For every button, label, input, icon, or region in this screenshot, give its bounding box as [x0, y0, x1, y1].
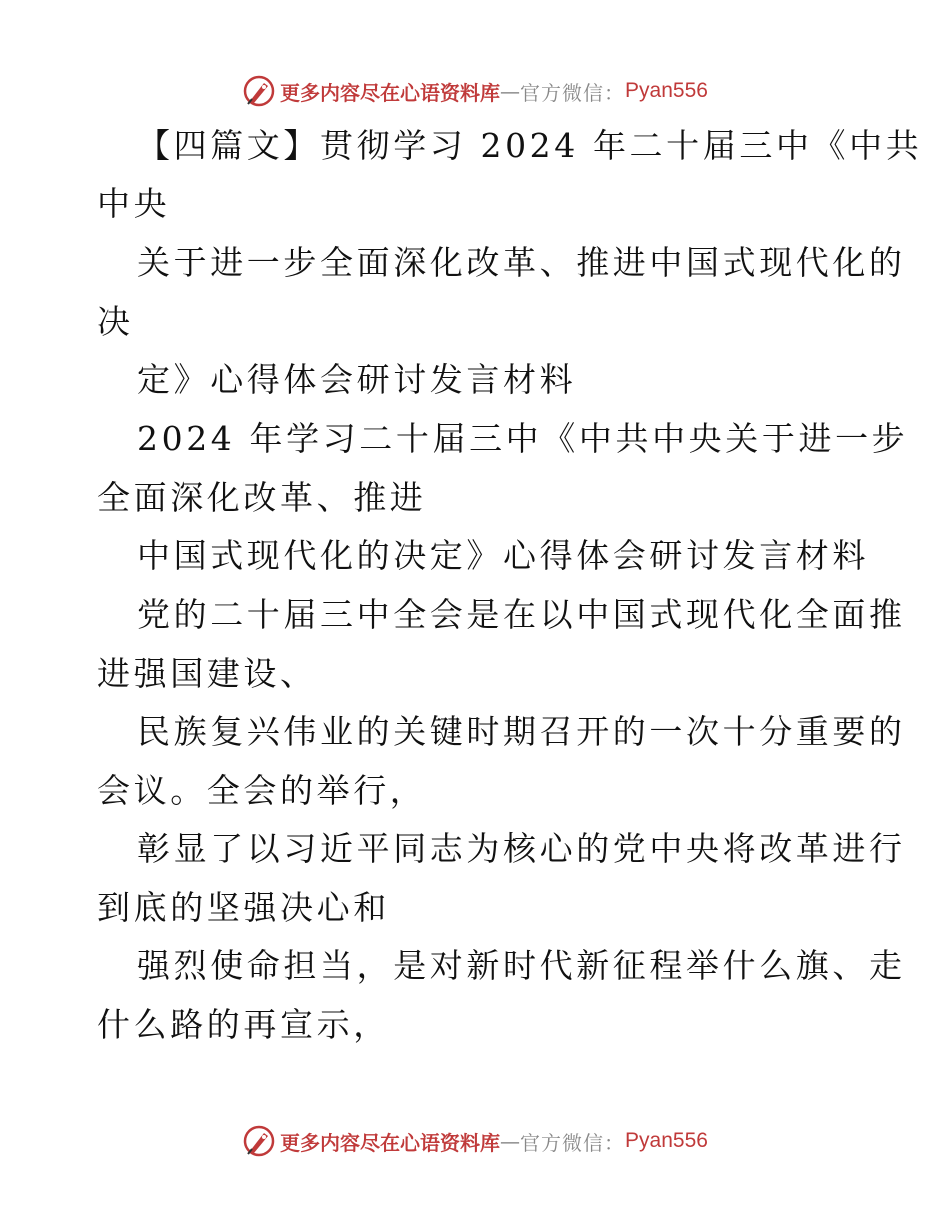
doc-line-16: 什么路的再宣示， [97, 1005, 390, 1044]
footer-banner [0, 1121, 950, 1161]
header-banner [0, 71, 950, 111]
footer-main-text: 更多内容尽在心语资料库 [280, 1130, 501, 1155]
header-dash: — [500, 79, 521, 103]
doc-line-11: 民族复兴伟业的关键时期召开的一次十分重要的 [137, 712, 906, 751]
doc-line-5: 定》心得体会研讨发言材料 [137, 360, 577, 399]
quill-pen-logo-icon [242, 74, 276, 108]
doc-line-10: 进强国建设、 [97, 654, 317, 693]
doc-line-3: 关于进一步全面深化改革、推进中国式现代化的 [137, 243, 906, 282]
doc-line-15: 强烈使命担当，是对新时代新征程举什么旗、走 [137, 946, 906, 985]
header-sub-text: 官方微信： [520, 80, 626, 105]
footer-wechat-id: Pyan556 [625, 1129, 708, 1152]
footer-sub-text: 官方微信： [520, 1130, 626, 1155]
doc-line-7: 全面深化改革、推进 [97, 478, 427, 517]
doc-line-1: 【四篇文】贯彻学习 2024 年二十届三中《中共 [137, 126, 923, 165]
doc-line-8: 中国式现代化的决定》心得体会研讨发言材料 [137, 536, 869, 575]
quill-pen-logo-icon [242, 1124, 276, 1158]
doc-line-9: 党的二十届三中全会是在以中国式现代化全面推 [137, 595, 906, 634]
header-wechat-id: Pyan556 [625, 79, 708, 102]
doc-line-12: 会议。全会的举行， [97, 771, 427, 810]
header-main-text: 更多内容尽在心语资料库 [280, 80, 501, 105]
doc-line-2: 中央 [97, 184, 171, 223]
doc-line-4: 决 [97, 302, 134, 341]
doc-line-13: 彰显了以习近平同志为核心的党中央将改革进行 [137, 829, 906, 868]
footer-dash: — [500, 1129, 521, 1153]
doc-line-14: 到底的坚强决心和 [97, 888, 390, 927]
doc-line-6: 2024 年学习二十届三中《中共中央关于进一步 [137, 419, 909, 458]
